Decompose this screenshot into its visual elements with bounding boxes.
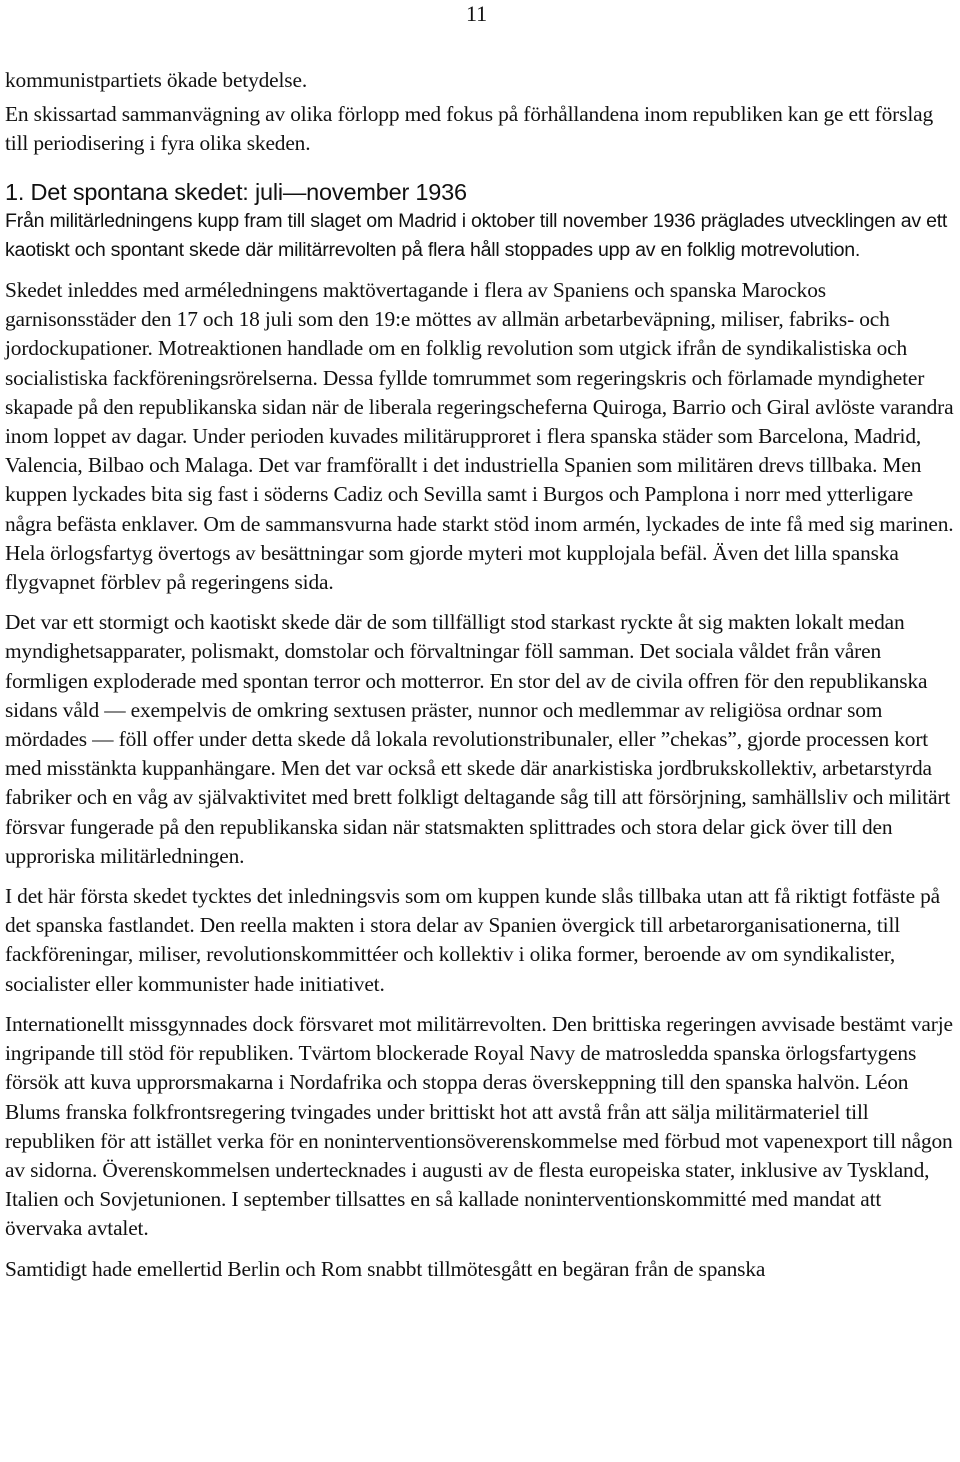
paragraph-2: Skedet inleddes med arméledningens maktövertagande i flera av Spaniens och spanska Marockos garnisonsstäder den 17 och 18 juli som den 19:e möttes av allmän arbetarbeväpning, miliser, fabriks- och jordockupationer. Motreaktionen handlade om en folklig revolution som utgick ifrån de syndikalistiska och socialistiska fackföreningsrörelserna. Dessa fyllde tomrummet som regeringskris och förlamade myndigheter skapade på den republikanska sidan när de liberala regeringscheferna Quiroga, Barrio och Giral avlöste varandra inom loppet av dagar. Under perioden kuvades militärupproret i flera spanska städer som Barcelona, Madrid, Valencia, Bilbao och Malaga. Det var framförallt i det industriella Spanien som militären drevs tillbaka. Men kuppen lyckades bita sig fast i söderns Cadiz och Sevilla samt i Burgos och Pamplona i norr med ytterligare några befästa enklaver. Om de sammansvurna hade starkt stöd inom armén, lyckades de inte få med sig marinen. Hela örlogsfartyg övertogs av besättningar som gjorde myteri mot kupplojala befäl. Även det lilla spanska flygvapnet förblev på regeringens sida. [5,278,954,595]
paragraph-4: I det här första skedet tycktes det inledningsvis som om kuppen kunde slås tillbaka utan att få riktigt fotfäste på det spanska fastlandet. Den reella makten i stora delar av Spanien övergick till arbetarorganisationerna, till fackföreningar, miliser, revolutionskommittéer och kollektiv i olika former, beroende av om syndikalister, socialister eller kommunister hade initiativet. [5,884,940,996]
paragraph-6: Samtidigt hade emellertid Berlin och Rom snabbt tillmötesgått en begäran från de spanska [5,1256,766,1281]
page-content [5,66,955,1284]
paragraph-1: Från militärledningens kupp fram till slaget om Madrid i oktober till november 1936 präglades utvecklingen av ett kaotiskt och spontant skede där militärrevolten på flera håll stoppades upp av en folklig motrevolution. [5,209,948,261]
page-number: 11 [466,1,488,26]
intro-tail-paragraph: kommunistpartiets ökade betydelse. [5,68,308,92]
intro-paragraph: En skissartad sammanvägning av olika förlopp med fokus på förhållandena inom republiken kan ge ett förslag till periodisering i fyra olika skeden. [5,102,934,156]
paragraph-3: Det var ett stormigt och kaotiskt skede där de som tillfälligt stod starkast ryckte åt sig makten lokalt medan myndighetsapparater, polismakt, domstolar och förvaltningar föll samman. Det sociala våldet från våren formligen exploderade med spontan terror och motterror. En stor del av de civila offren för den republikanska sidans våld — exempelvis de omkring sextusen präster, nunnor och medlemmar av religiösa ordnar som mördades — föll offer under detta skede då lokala revolutionstribunaler, eller ”chekas”, gjorde processen kort med misstänkta kuppanhängare. Men det var också ett skede där anarkistiska jordbrukskollektiv, arbetarstyrda fabriker och en våg av självaktivitet med brett folkligt deltagande såg till att försörjning, samhällsliv och militärt försvar fungerade på den republikanska sidan när statsmakten splittrades och stora delar gick över till den upproriska militärledningen. [5,610,951,868]
paragraph-5: Internationellt missgynnades dock försvaret mot militärrevolten. Den brittiska regeringen avvisade bestämt varje ingripande till stöd för republiken. Tvärtom blockerade Royal Navy de matrosledda spanska örlogsfartygens försök att kuva upprorsmakarna i Nordafrika och stoppa deras överskeppning till den spanska halvön. Léon Blums franska folkfrontsregering tvingades under brittiskt hot att avstå från att sälja militärmateriel till republiken för att istället verka för en noninterventionsöverenskommelse med förbud mot vapenexport till någon av sidorna. Överenskommelsen undertecknades i augusti av de flesta europeiska stater, inklusive av Tyskland, Italien och Sovjetunionen. I september tillsattes en så kallade noninterventionskommitté med mandat att övervaka avtalet. [5,1011,953,1241]
section-heading: 1. Det spontana skedet: juli—november 1936 [5,178,467,205]
